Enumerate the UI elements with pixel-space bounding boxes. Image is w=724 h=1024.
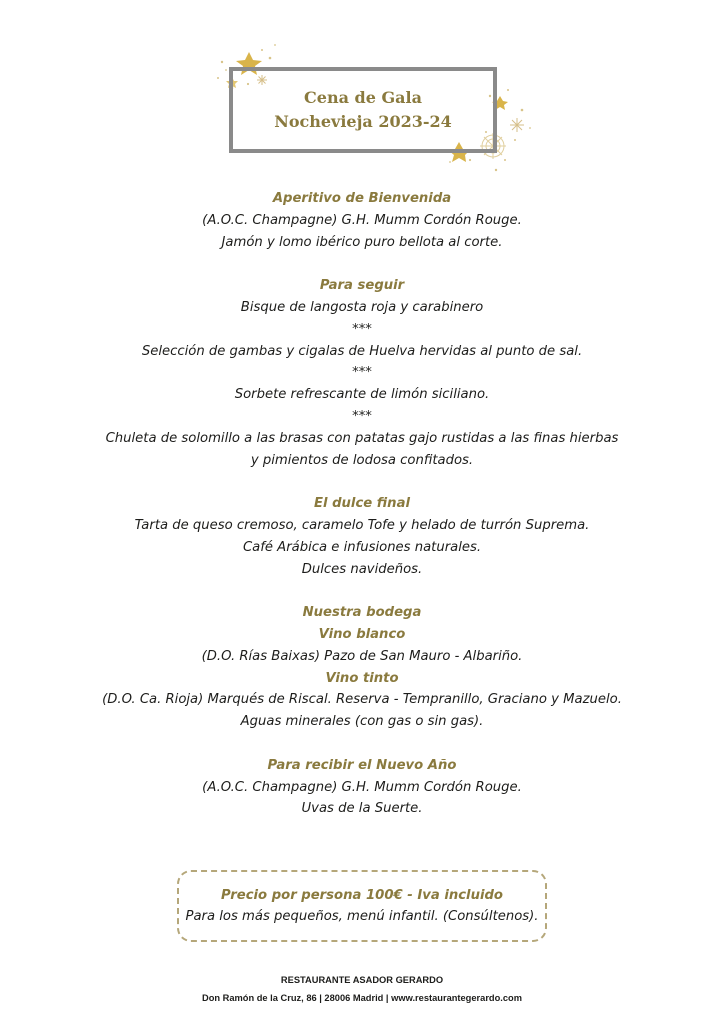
- menu-item: (D.O. Ca. Rioja) Marqués de Riscal. Reserva - Tempranillo, Graciano y Mazuelo.: [102, 692, 622, 708]
- section-heading-seguir: Para seguir: [319, 278, 405, 294]
- page-title: Cena de Gala: [304, 88, 422, 107]
- subheading-vino-tinto: Vino tinto: [325, 670, 399, 686]
- separator: ***: [352, 365, 372, 381]
- section-heading-nuevo-ano: Para recibir el Nuevo Año: [267, 757, 457, 773]
- menu-item: y pimientos de lodosa confitados.: [250, 452, 474, 468]
- menu-item: Bisque de langosta roja y carabinero: [240, 299, 484, 315]
- page-subtitle: Nochevieja 2023-24: [274, 112, 452, 131]
- menu-item: Aguas minerales (con gas o sin gas).: [240, 714, 484, 730]
- separator: ***: [352, 321, 372, 337]
- subheading-vino-blanco: Vino blanco: [318, 626, 406, 642]
- menu-item: Uvas de la Suerte.: [301, 801, 423, 817]
- menu-item: (D.O. Rías Baixas) Pazo de San Mauro - Albariño.: [201, 648, 523, 664]
- menu-item: Chuleta de solomillo a las brasas con patatas gajo rustidas a las finas hierbas: [105, 430, 619, 446]
- menu-item: Café Arábica e infusiones naturales.: [242, 539, 482, 555]
- menu-item: (A.O.C. Champagne) G.H. Mumm Cordón Rouge.: [202, 779, 522, 795]
- title-frame: [229, 67, 497, 153]
- separator: ***: [352, 408, 372, 424]
- section-heading-dulce: El dulce final: [313, 496, 410, 512]
- footer-address: Don Ramón de la Cruz, 86 | 28006 Madrid | www.restaurantegerardo.com: [201, 993, 522, 1003]
- menu-body: [0, 188, 724, 820]
- price-box: [177, 870, 547, 942]
- price-note: Para los más pequeños, menú infantil. (Consúltenos).: [185, 909, 539, 924]
- section-heading-bodega: Nuestra bodega: [302, 605, 422, 621]
- menu-item: (A.O.C. Champagne) G.H. Mumm Cordón Rouge.: [202, 212, 522, 228]
- price-heading: Precio por persona 100€ - Iva incluido: [221, 888, 503, 903]
- menu-item: Tarta de queso cremoso, caramelo Tofe y helado de turrón Suprema.: [134, 517, 590, 533]
- section-heading-aperitivo: Aperitivo de Bienvenida: [272, 191, 452, 206]
- menu-item: Jamón y lomo ibérico puro bellota al corte.: [221, 234, 503, 250]
- menu-item: Selección de gambas y cigalas de Huelva hervidas al punto de sal.: [141, 343, 583, 359]
- menu-item: Dulces navideños.: [301, 561, 423, 577]
- footer-restaurant-name: RESTAURANTE ASADOR GERARDO: [280, 975, 444, 985]
- menu-item: Sorbete refrescante de limón siciliano.: [234, 387, 490, 403]
